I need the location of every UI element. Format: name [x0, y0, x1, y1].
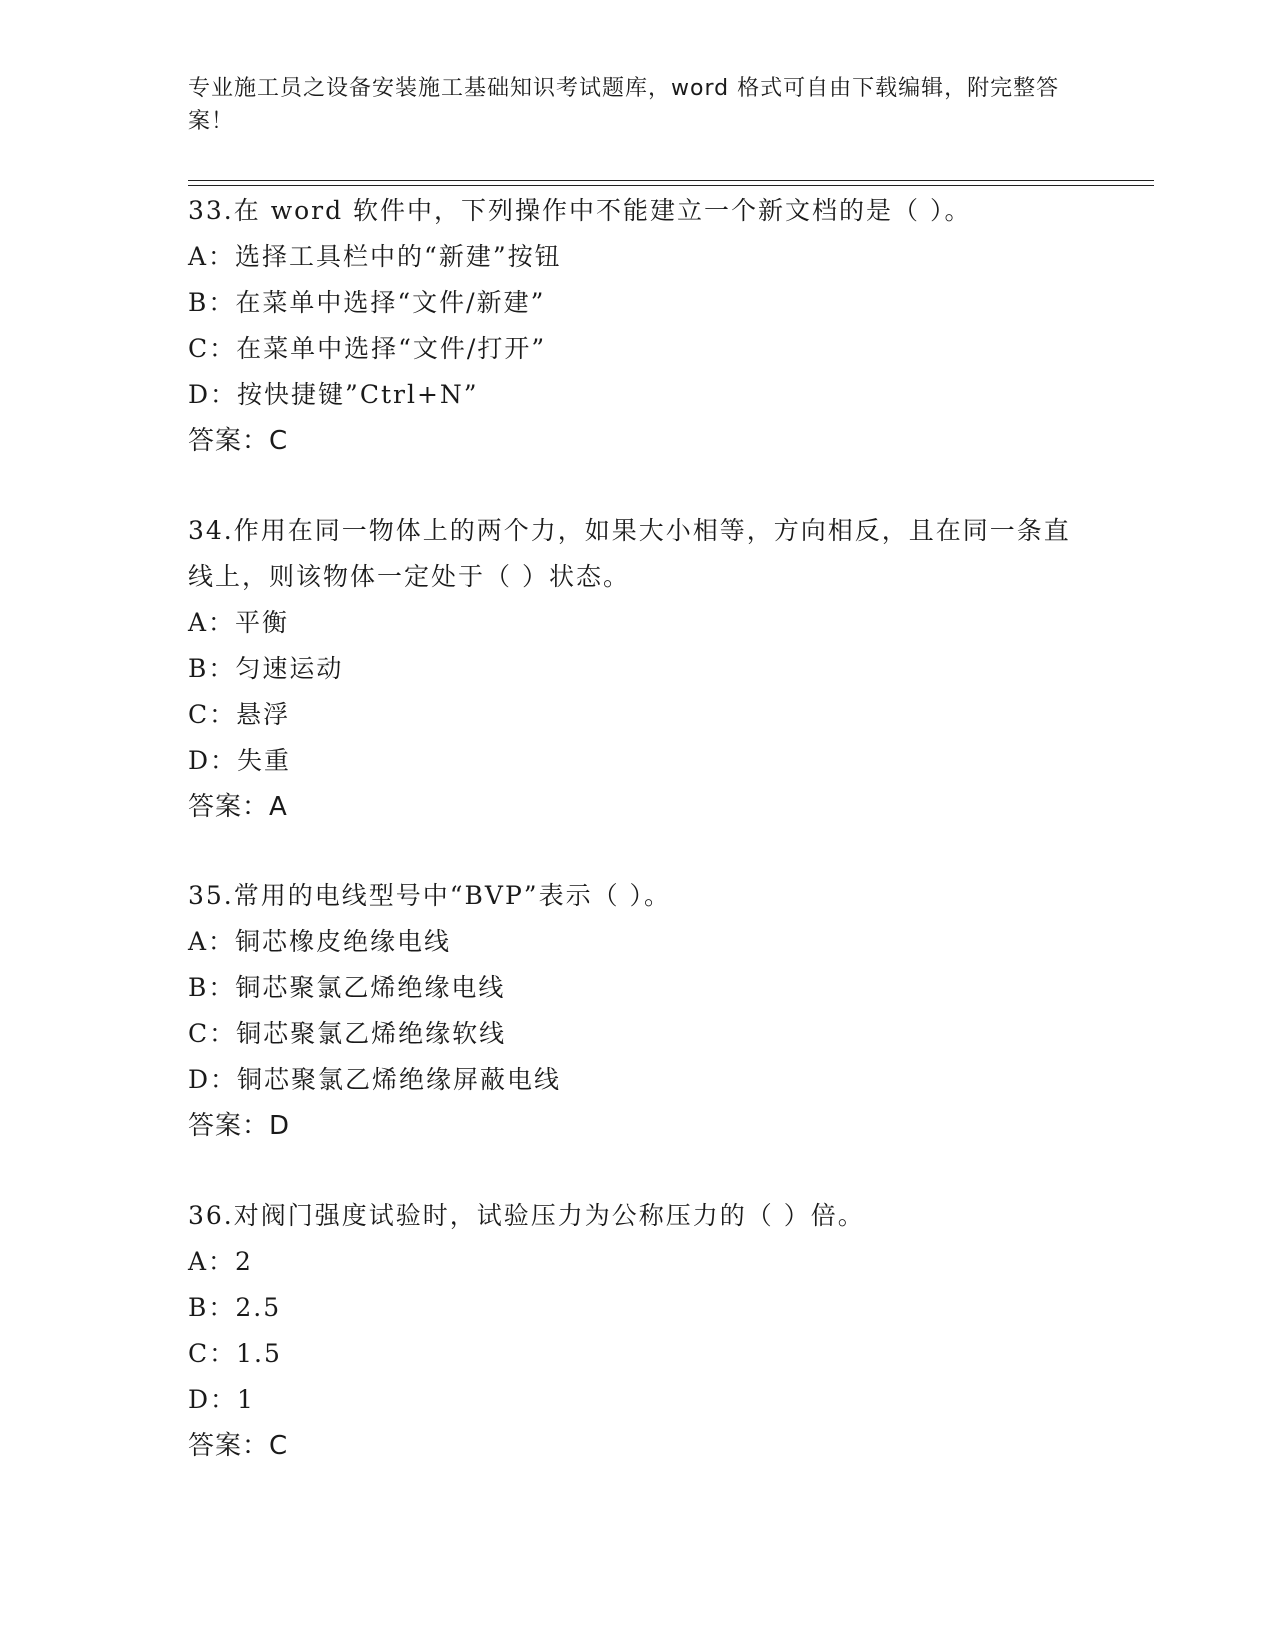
- option-c: C：在菜单中选择“文件/打开”: [188, 334, 547, 363]
- option-c: C：悬浮: [188, 700, 291, 729]
- answer: 答案：D: [188, 1111, 291, 1141]
- option-a: A：2: [188, 1247, 253, 1276]
- header-divider-top: [188, 180, 1154, 181]
- question-stem: 36.对阀门强度试验时，试验压力为公称压力的（ ）倍。: [188, 1201, 865, 1230]
- option-list: [188, 1239, 1088, 1423]
- document-header: 专业施工员之设备安装施工基础知识考试题库，word 格式可自由下载编辑，附完整答案！: [188, 76, 1060, 134]
- question-stem: 34.作用在同一物体上的两个力，如果大小相等，方向相反，且在同一条直线上，则该物体一定处于（ ）状态。: [188, 516, 1071, 591]
- option-b: B：铜芯聚氯乙烯绝缘电线: [188, 973, 506, 1002]
- option-c: C：铜芯聚氯乙烯绝缘软线: [188, 1019, 507, 1048]
- question-36: [188, 1193, 1088, 1469]
- option-d: D：按快捷键”Ctrl+N”: [188, 380, 479, 409]
- option-list: [188, 234, 1088, 418]
- option-list: [188, 600, 1088, 784]
- option-list: [188, 919, 1088, 1103]
- option-d: D：失重: [188, 746, 292, 775]
- answer: 答案：C: [188, 1431, 289, 1461]
- question-34: [188, 508, 1088, 830]
- option-b: B：在菜单中选择“文件/新建”: [188, 288, 546, 317]
- question-stem: 35.常用的电线型号中“BVP”表示（ ）。: [188, 881, 672, 910]
- header-divider-bottom: [188, 185, 1154, 186]
- question-33: [188, 188, 1088, 464]
- option-b: B：2.5: [188, 1293, 282, 1322]
- answer: 答案：C: [188, 426, 289, 456]
- option-a: A：平衡: [188, 608, 290, 637]
- option-a: A：选择工具栏中的“新建”按钮: [188, 242, 562, 271]
- option-a: A：铜芯橡皮绝缘电线: [188, 927, 452, 956]
- option-d: D：铜芯聚氯乙烯绝缘屏蔽电线: [188, 1065, 562, 1094]
- option-b: B：匀速运动: [188, 654, 344, 683]
- option-c: C：1.5: [188, 1339, 282, 1368]
- question-35: [188, 873, 1088, 1149]
- option-d: D：1: [188, 1385, 255, 1414]
- answer: 答案：A: [188, 792, 288, 822]
- question-stem: 33.在 word 软件中，下列操作中不能建立一个新文档的是（ ）。: [188, 196, 972, 225]
